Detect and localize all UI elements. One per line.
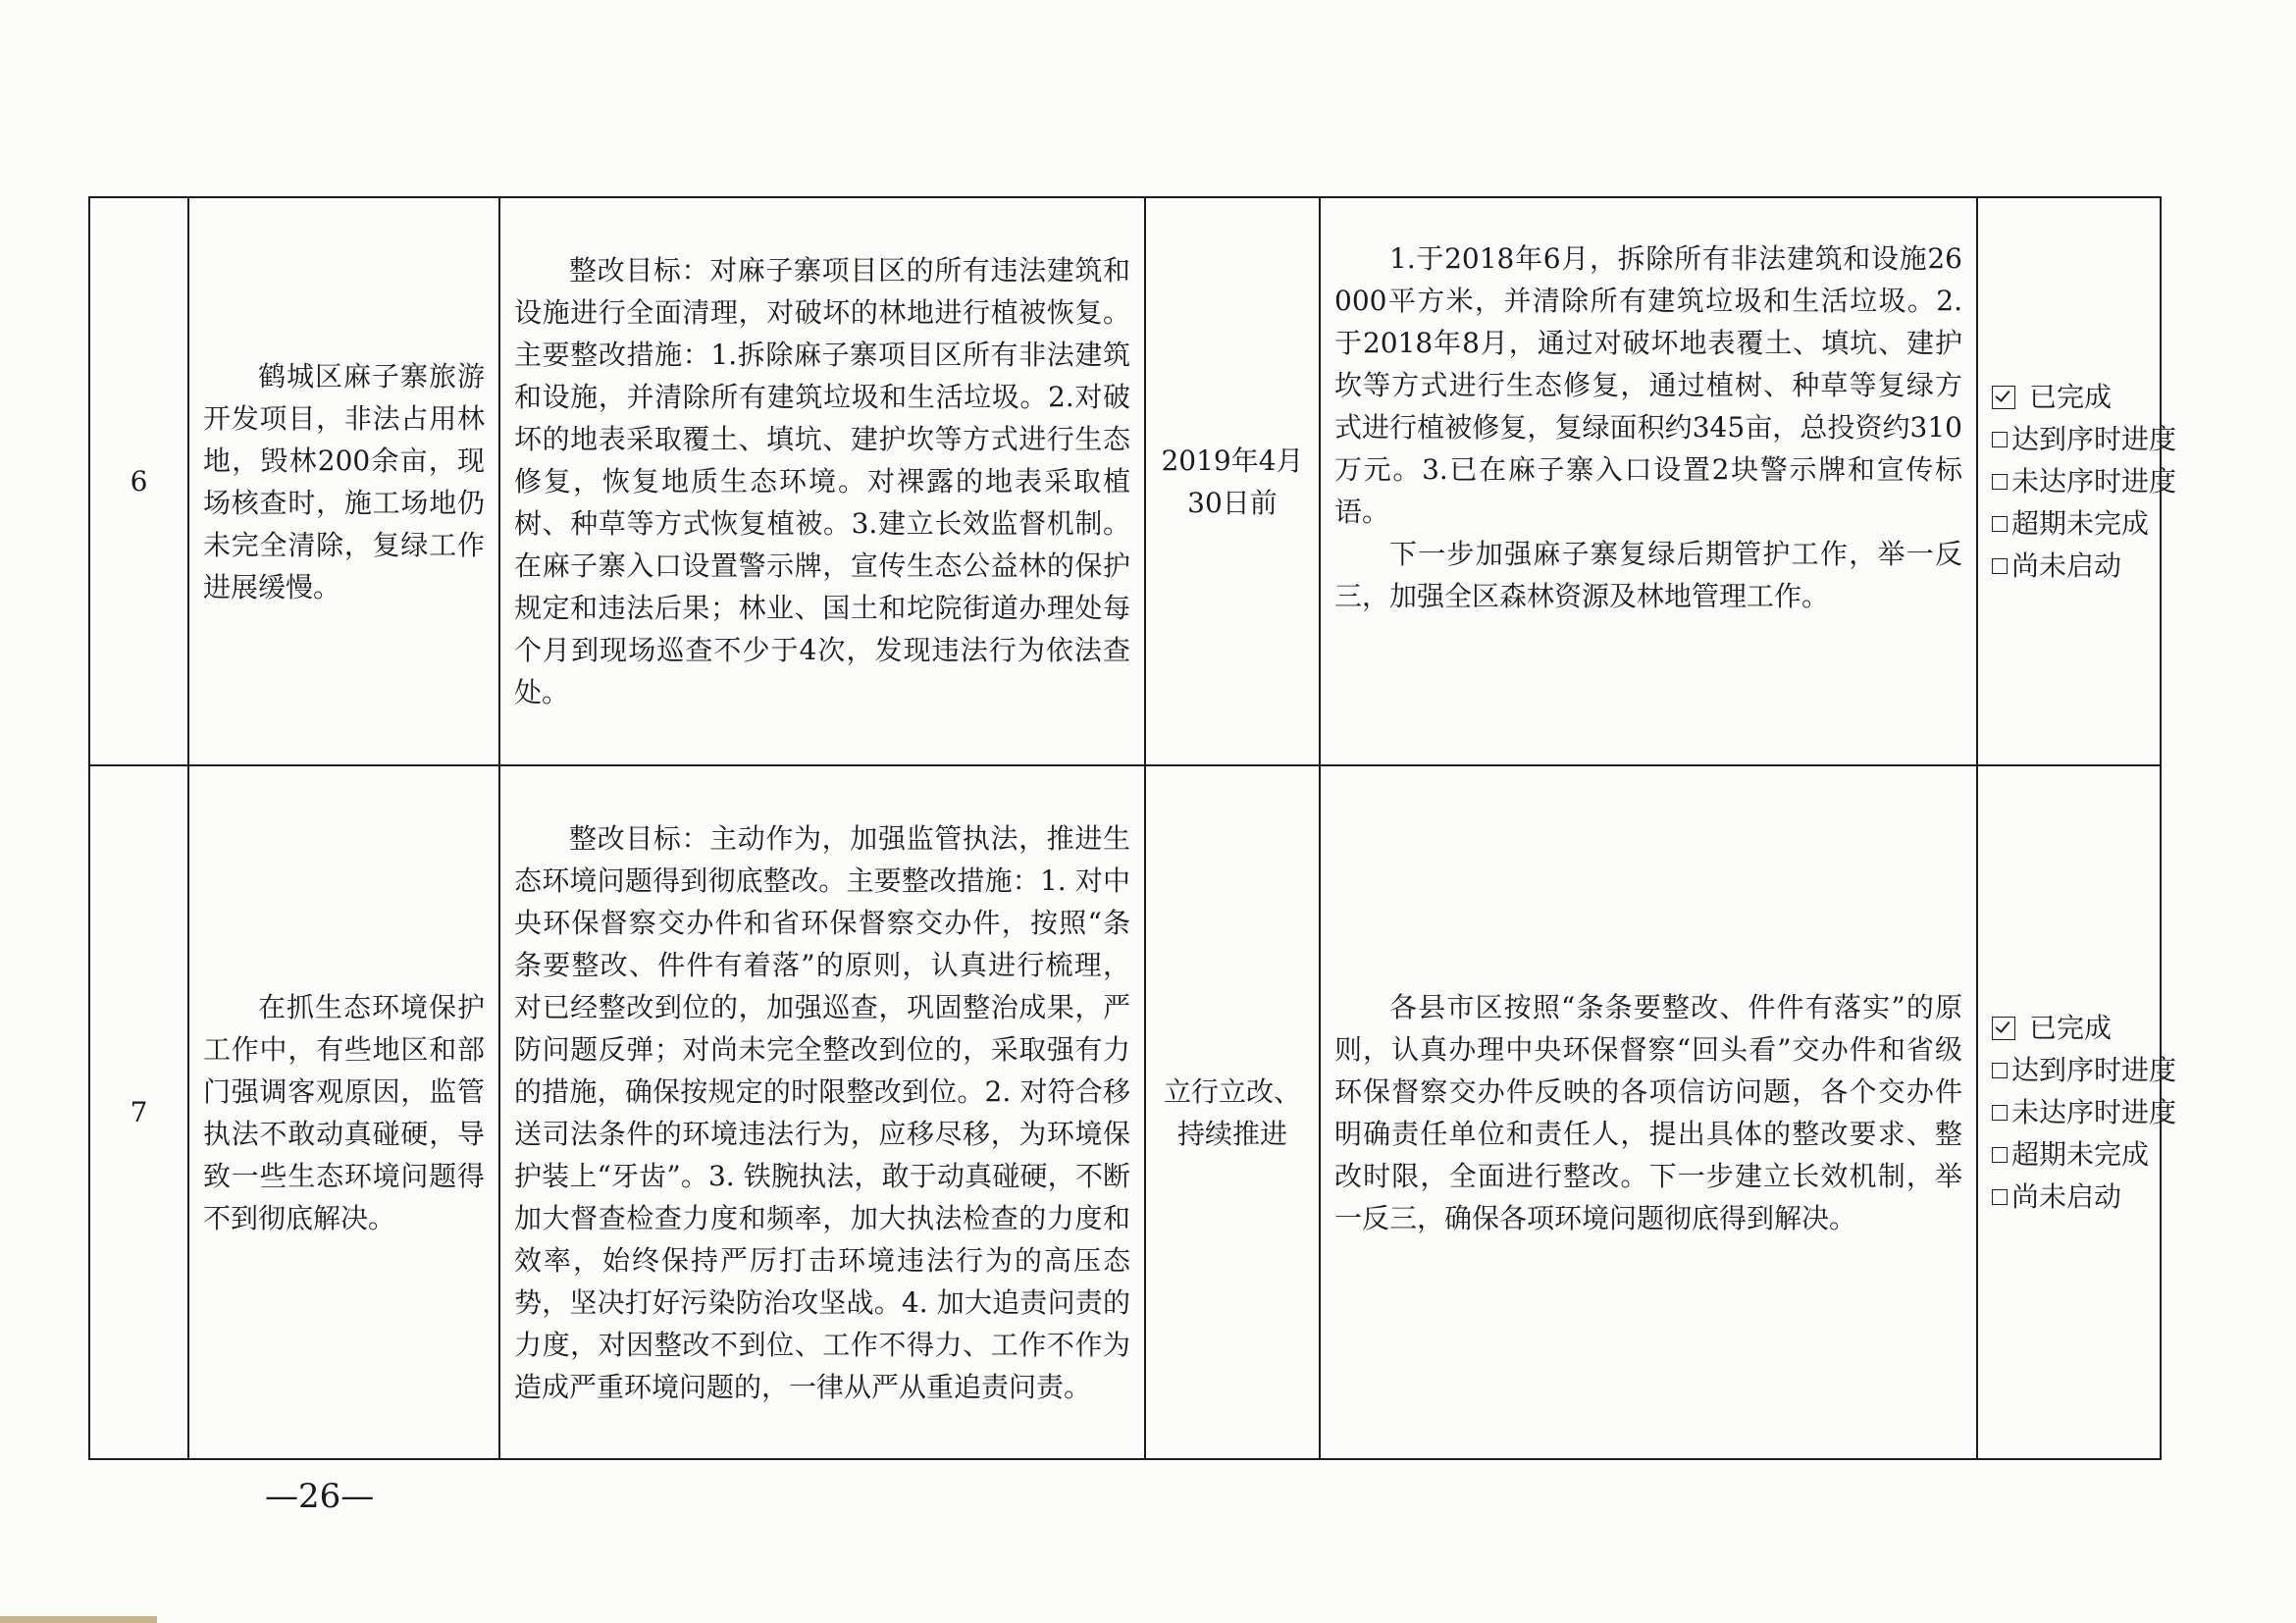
status-cell bbox=[1977, 765, 2177, 1459]
table-row bbox=[89, 197, 2161, 765]
status-label: 未达序时进度 bbox=[2011, 465, 2177, 497]
checked-checkbox-icon[interactable] bbox=[1992, 386, 2015, 409]
table-row bbox=[89, 765, 2161, 1459]
issue-cell bbox=[188, 765, 499, 1459]
measures-text: 整改目标：主动作为，加强监管执法，推进生态环境问题得到彻底整改。主要整改措施：1. 对中央环保督察交办件和省环保督察交办件，按照“条条要整改、件件有着落”的原则，认真进行梳理，对已经整改到位的，加强巡查，巩固整治成果，严防问题反弹；对尚未完全整改到位的，采取强有力的措施，确保按规定的时限整改到位。2. 对符合移送司法条件的环境违法行为，应移尽移，为环境保护装上“牙齿”。3. 铁腕执法，敢于动真碰硬，不断加大督查检查力度和频率，加大执法检查的力度和效率，始终保持严厉打击环境违法行为的高压态势，坚决打好污染防治攻坚战。4. 加大追责问责的力度，对因整改不到位、工作不得力、工作不作为造成严重环境问题的，一律从严从重追责问责。 bbox=[514, 821, 1130, 1403]
status-option-completed[interactable] bbox=[1992, 376, 2146, 418]
measures-text: 整改目标：对麻子寨项目区的所有违法建筑和设施进行全面清理，对破坏的林地进行植被恢复。主要整改措施：1.拆除麻子寨项目区所有非法建筑和设施，并清除所有建筑垃圾和生活垃圾。2.对破坏的地表采取覆土、填坑、建护坎等方式进行生态修复，恢复地质生态环境。对裸露的地表采取植树、种草等方式恢复植被。3.建立长效监督机制。在麻子寨入口设置警示牌，宣传生态公益林的保护规定和违法后果；林业、国土和坨院街道办理处每个月到现场巡查不少于4次，发现违法行为依法查处。 bbox=[514, 254, 1130, 708]
deadline-cell: 立行立改、持续推进 bbox=[1145, 765, 1320, 1459]
progress-cell bbox=[1320, 197, 1977, 765]
checkbox-icon[interactable] bbox=[1992, 432, 2008, 447]
progress-text: 1.于2018年6月，拆除所有非法建筑和设施26000平方米，并清除所有建筑垃圾和生活垃圾。2.于2018年8月，通过对破坏地表覆土、填坑、建护坎等方式进行生态修复，通过植树、种草等复绿方式进行植被修复，复绿面积约345亩，总投资约310万元。3.已在麻子寨入口设置2块警示牌和宣传标语。 bbox=[1334, 242, 1962, 528]
status-option-behind-schedule[interactable] bbox=[1992, 1091, 2177, 1133]
checkbox-icon[interactable] bbox=[1992, 1147, 2008, 1163]
measures-cell bbox=[499, 197, 1145, 765]
status-label: 超期未完成 bbox=[2011, 1138, 2150, 1171]
status-label: 未达序时进度 bbox=[2011, 1096, 2177, 1128]
issue-text: 鹤城区麻子寨旅游开发项目，非法占用林地，毁林200余亩，现场核查时，施工场地仍未完全清除，复绿工作进展缓慢。 bbox=[203, 359, 485, 603]
checkbox-icon[interactable] bbox=[1992, 474, 2008, 490]
row-number: 7 bbox=[89, 765, 188, 1459]
status-label: 已完成 bbox=[2029, 381, 2113, 413]
checkbox-icon[interactable] bbox=[1992, 1105, 2008, 1121]
page-number: —26— bbox=[265, 1477, 375, 1516]
status-option-on-schedule[interactable] bbox=[1992, 1049, 2177, 1091]
deadline-cell: 2019年4月30日前 bbox=[1145, 197, 1320, 765]
issue-cell bbox=[188, 197, 499, 765]
status-label: 超期未完成 bbox=[2011, 507, 2150, 540]
checkbox-icon[interactable] bbox=[1992, 558, 2008, 574]
progress-next-step: 下一步加强麻子寨复绿后期管护工作，举一反三，加强全区森林资源及林地管理工作。 bbox=[1334, 538, 1962, 612]
checkbox-icon[interactable] bbox=[1992, 1189, 2008, 1205]
checkbox-icon[interactable] bbox=[1992, 516, 2008, 532]
status-label: 已完成 bbox=[2029, 1012, 2113, 1044]
status-label: 尚未启动 bbox=[2011, 550, 2122, 582]
status-option-behind-schedule[interactable] bbox=[1992, 460, 2177, 502]
progress-cell bbox=[1320, 765, 1977, 1459]
status-option-completed[interactable] bbox=[1992, 1007, 2146, 1049]
rectification-table bbox=[88, 196, 2177, 1460]
status-option-overdue[interactable] bbox=[1992, 1133, 2150, 1176]
status-cell bbox=[1977, 197, 2177, 765]
checkbox-icon[interactable] bbox=[1992, 1063, 2008, 1078]
scan-artifact bbox=[0, 1616, 157, 1623]
status-label: 尚未启动 bbox=[2011, 1180, 2122, 1213]
status-option-on-schedule[interactable] bbox=[1992, 418, 2177, 460]
status-label: 达到序时进度 bbox=[2011, 1054, 2177, 1086]
issue-text: 在抓生态环境保护工作中，有些地区和部门强调客观原因，监管执法不敢动真碰硬，导致一些生态环境问题得不到彻底解决。 bbox=[203, 990, 485, 1234]
row-number: 6 bbox=[89, 197, 188, 765]
status-option-not-started[interactable] bbox=[1992, 545, 2146, 587]
status-label: 达到序时进度 bbox=[2011, 423, 2177, 455]
status-option-not-started[interactable] bbox=[1992, 1176, 2146, 1218]
measures-cell bbox=[499, 765, 1145, 1459]
checked-checkbox-icon[interactable] bbox=[1992, 1017, 2015, 1040]
progress-text: 各县市区按照“条条要整改、件件有落实”的原则，认真办理中央环保督察“回头看”交办件和省级环保督察交办件反映的各项信访问题，各个交办件明确责任单位和责任人，提出具体的整改要求、整改时限，全面进行整改。下一步建立长效机制，举一反三，确保各项环境问题彻底得到解决。 bbox=[1334, 990, 1962, 1234]
status-option-overdue[interactable] bbox=[1992, 502, 2150, 545]
